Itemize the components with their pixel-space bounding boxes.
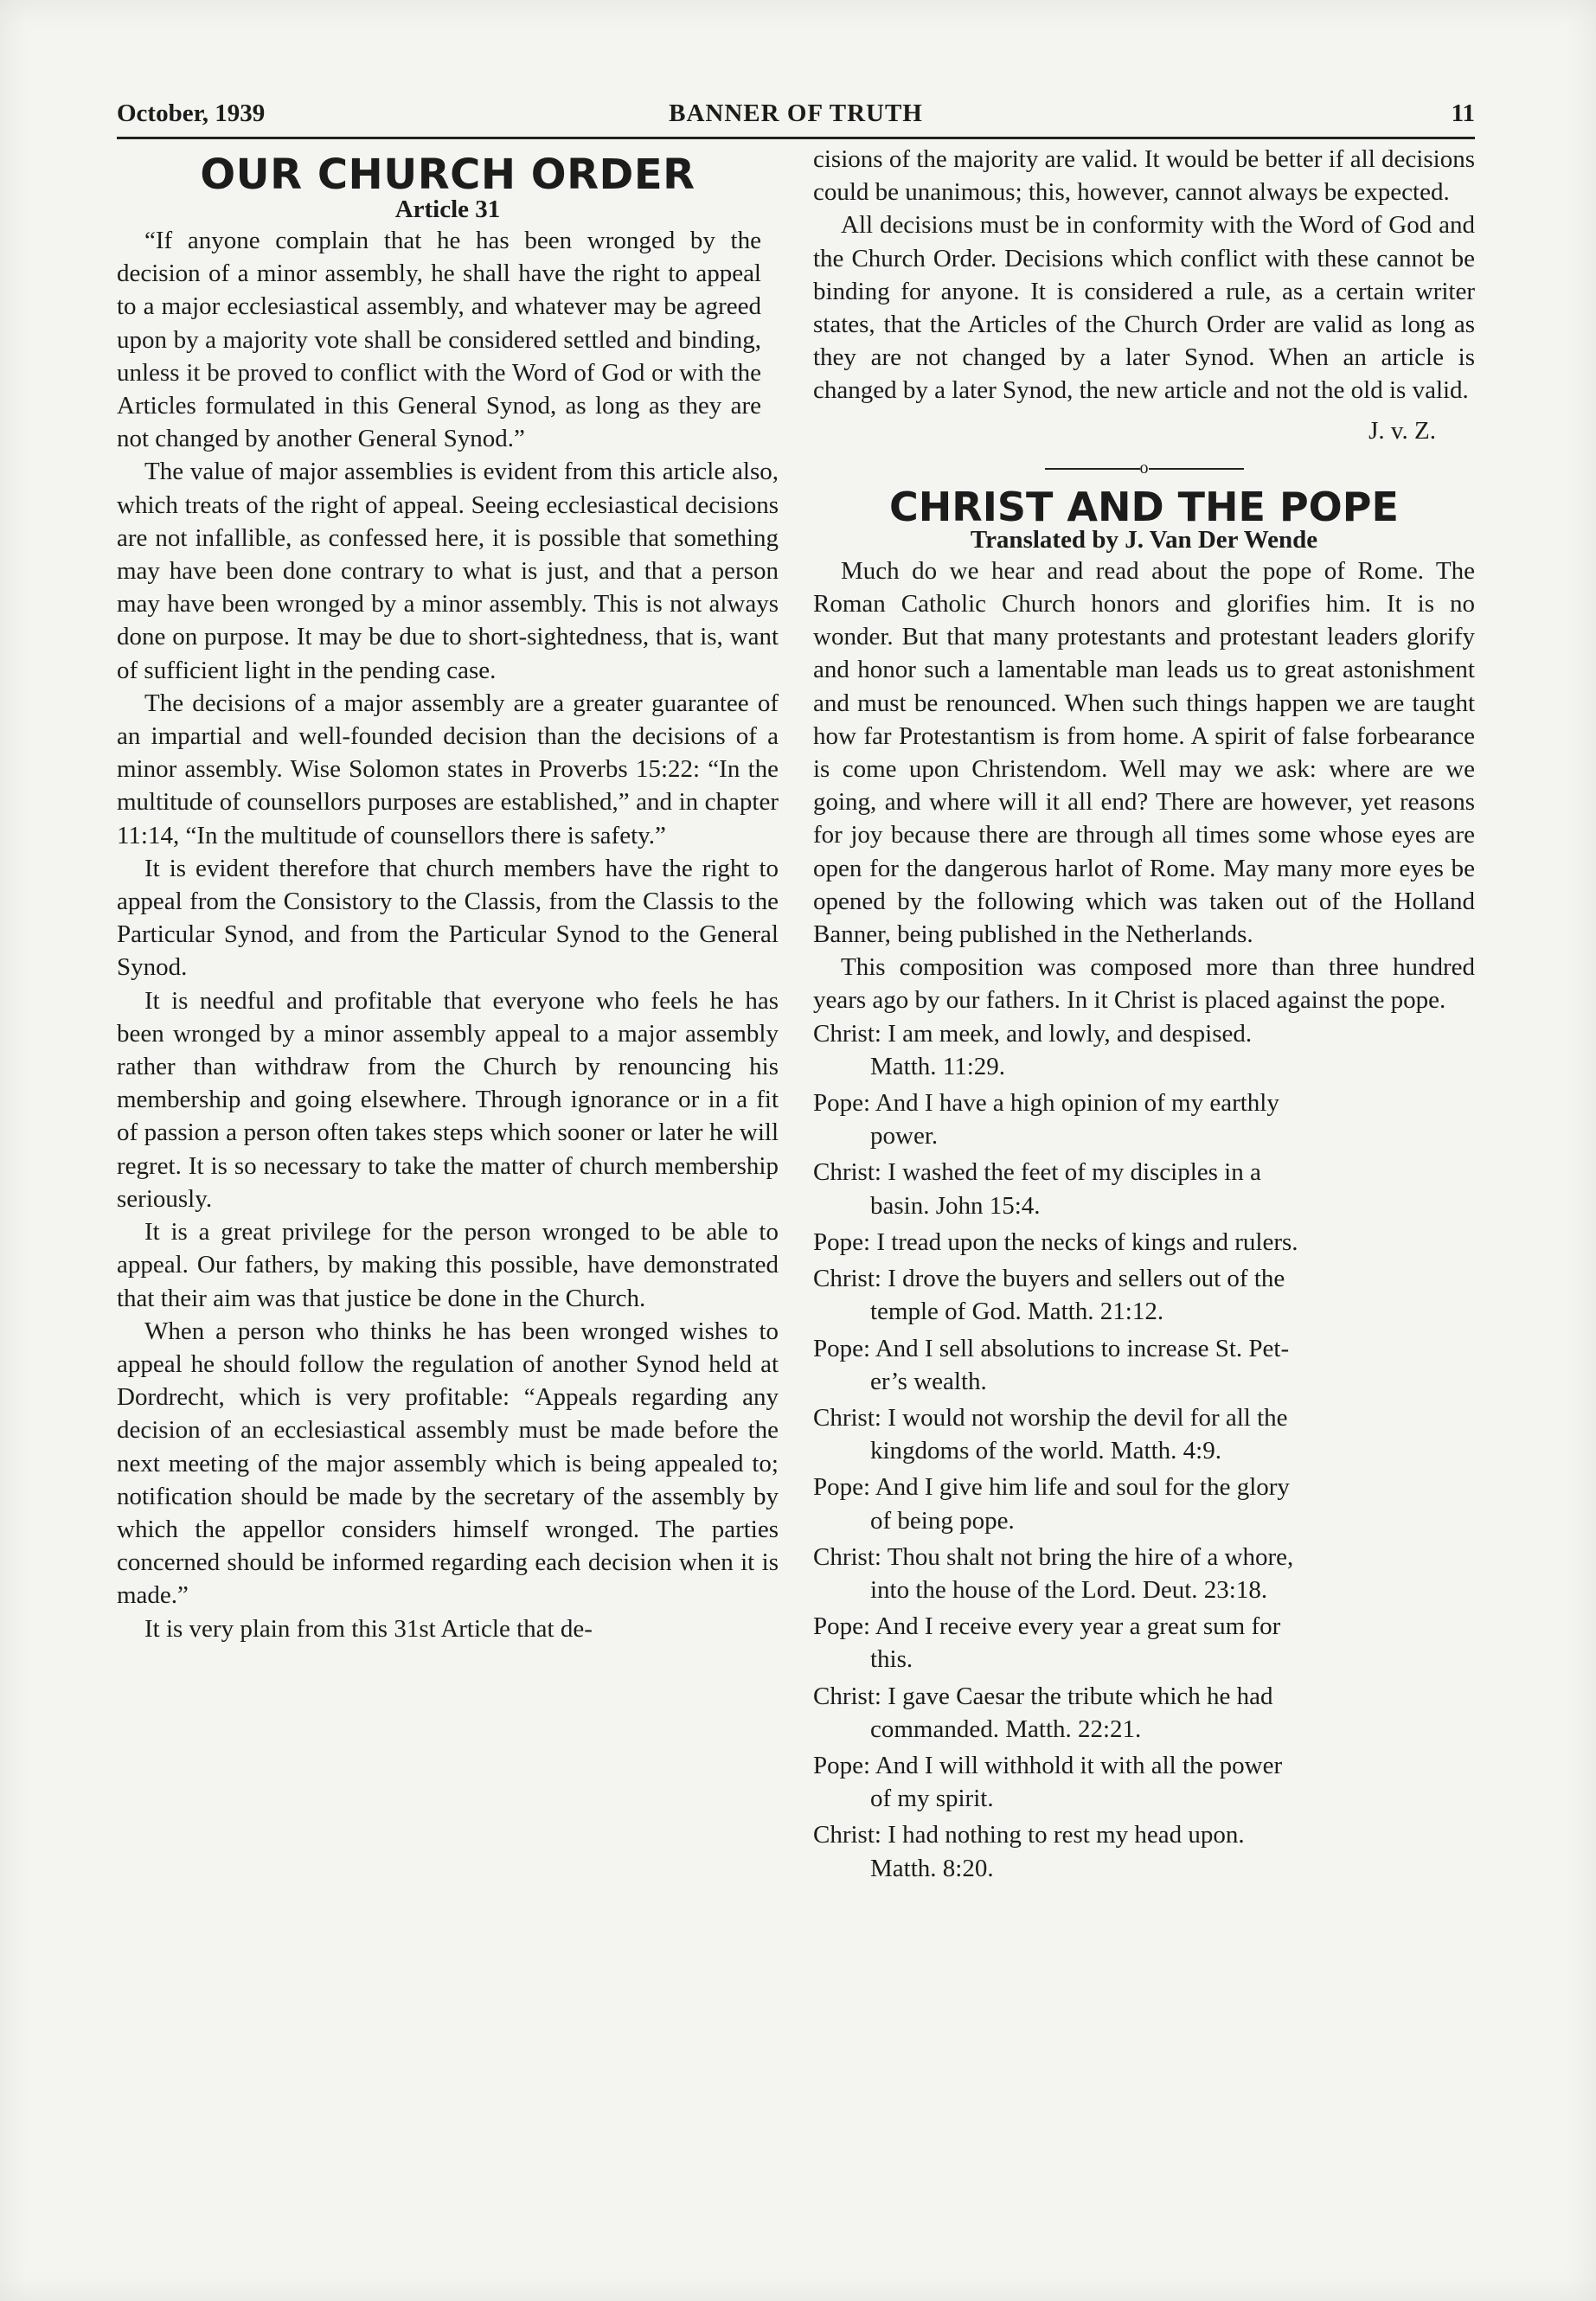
dialogue-line bbox=[813, 1401, 1475, 1467]
paragraph: Much do we hear and read about the pope of Rome. The Roman Catholic Church honors and glorifies him. It is no wonder. But that many protestants and protestant leaders glorify and honor such a lamentable man leads us to great astonishment and must be renounced. When such things happen we are taught how far Protestantism is from home. A spirit of false forbearance is come upon Christendom. Well may we ask: where are we going, and where will it all end? There are however, yet reasons for joy because there are through all times some whose eyes are open for the dangerous harlot of Rome. May many more eyes be opened by the following which was taken out of the Holland Banner, being published in the Netherlands. bbox=[813, 556, 1475, 949]
dialogue-continuation: er’s wealth. bbox=[870, 1367, 987, 1395]
dialogue-continuation: this. bbox=[870, 1645, 913, 1674]
left-column bbox=[117, 143, 779, 1645]
dialogue-line bbox=[813, 1017, 1475, 1083]
dialogue-continuation: kingdoms of the world. Matth. 4:9. bbox=[870, 1437, 1221, 1465]
paragraph: It is needful and profitable that everyone who feels he has been wronged by a minor assembly appeal to a major assembly rather than withdraw from the Church by renouncing his membership and going elsewhere. Through ignorance or in a fit of passion a person often takes steps which sooner or later he will regret. It is so necessary to take the matter of church membership seriously. bbox=[117, 986, 779, 1213]
dialogue-continuation: temple of God. Matth. 21:12. bbox=[870, 1298, 1164, 1326]
article-title-church-order: OUR CHURCH ORDER bbox=[200, 151, 695, 199]
dialogue-line bbox=[813, 1610, 1475, 1676]
speaker: Pope: bbox=[813, 1473, 871, 1502]
speaker: Christ: bbox=[813, 1265, 881, 1293]
article-translator: Translated by J. Van Der Wende bbox=[970, 525, 1318, 554]
speaker: Pope: bbox=[813, 1227, 871, 1256]
dialogue-line bbox=[813, 1471, 1475, 1536]
dialogue-text: And I give him life and soul for the glory bbox=[875, 1473, 1290, 1502]
section-divider bbox=[813, 459, 1475, 477]
dialogue-line bbox=[813, 1680, 1475, 1746]
author-signature: J. v. Z. bbox=[1368, 416, 1436, 445]
paragraph: It is evident therefore that church members have the right to appeal from the Consistory to the Classis, from the Classis to the Particular Synod, and from the Particular Synod to the General Synod. bbox=[117, 854, 779, 982]
dialogue-continuation: of being pope. bbox=[870, 1506, 1015, 1535]
divider-mark: o bbox=[1139, 458, 1149, 478]
dialogue-line bbox=[813, 1818, 1475, 1884]
issue-date: October, 1939 bbox=[117, 99, 266, 127]
article-quote: “If anyone complain that he has been wronged by the decision of a minor assembly, he shall have the right to appeal to a major ecclesiastical assembly, and whatever may be agreed upon by a majority vote shall be considered settled and binding, unless it be proved to conflict with the Word of God or with the Articles formulated in this General Synod, as long as they are not changed by another General Synod.” bbox=[117, 227, 761, 453]
publication-title: BANNER OF TRUTH bbox=[669, 99, 923, 127]
dialogue-continuation: commanded. Matth. 22:21. bbox=[870, 1715, 1142, 1743]
dialogue-text: I would not worship the devil for all the bbox=[888, 1403, 1288, 1432]
dialogue-text: I tread upon the necks of kings and rulers. bbox=[876, 1227, 1298, 1256]
speaker: Pope: bbox=[813, 1089, 871, 1118]
dialogue-text: I had nothing to rest my head upon. bbox=[888, 1821, 1245, 1849]
dialogue-text: I drove the buyers and sellers out of the bbox=[888, 1265, 1285, 1293]
page-number: 11 bbox=[1451, 99, 1475, 127]
dialogue-continuation: Matth. 8:20. bbox=[870, 1854, 994, 1882]
page-header bbox=[117, 99, 1475, 134]
speaker: Pope: bbox=[813, 1751, 871, 1779]
paragraph: This composition was composed more than three hundred years ago by our fathers. In it Christ is placed against the pope. bbox=[813, 953, 1475, 1015]
paragraph-continued: cisions of the majority are valid. It would be better if all decisions could be unanimous; this, however, cannot always be expected. bbox=[813, 145, 1475, 207]
speaker: Christ: bbox=[813, 1682, 881, 1710]
dialogue-line bbox=[813, 1262, 1475, 1328]
dialogue-text: I gave Caesar the tribute which he had bbox=[888, 1682, 1273, 1710]
dialogue-text: And I sell absolutions to increase St. Pet- bbox=[875, 1334, 1290, 1362]
dialogue-text: And I will withhold it with all the power bbox=[875, 1751, 1283, 1779]
divider-line bbox=[1045, 468, 1140, 470]
dialogue-continuation: power. bbox=[870, 1122, 939, 1150]
speaker: Pope: bbox=[813, 1612, 871, 1641]
divider-line bbox=[1149, 468, 1244, 470]
dialogue-continuation: of my spirit. bbox=[870, 1785, 994, 1813]
dialogue-continuation: into the house of the Lord. Deut. 23:18. bbox=[870, 1575, 1268, 1604]
speaker: Christ: bbox=[813, 1403, 881, 1432]
speaker: Pope: bbox=[813, 1334, 871, 1362]
paragraph: The value of major assemblies is evident from this article also, which treats of the right of appeal. Seeing ecclesiastical decisions are not infallible, as confessed here, it is possible that something may have been done contrary to what is just, and that a person may have been wronged by a minor assembly. This is not always done on purpose. It may be due to short-sightedness, that is, want of sufficient light in the pending case. bbox=[117, 458, 779, 684]
speaker: Christ: bbox=[813, 1821, 881, 1849]
dialogue-line bbox=[813, 1156, 1475, 1221]
dialogue-text: Thou shalt not bring the hire of a whore, bbox=[887, 1542, 1294, 1571]
article-subtitle-31: Article 31 bbox=[394, 195, 501, 223]
dialogue-line bbox=[813, 1226, 1475, 1259]
dialogue-line bbox=[813, 1749, 1475, 1815]
right-column bbox=[813, 143, 1475, 1888]
paragraph: It is very plain from this 31st Article that de- bbox=[144, 1614, 593, 1643]
dialogue-continuation: Matth. 11:29. bbox=[870, 1052, 1006, 1080]
speaker: Christ: bbox=[813, 1158, 881, 1187]
dialogue-continuation: basin. John 15:4. bbox=[870, 1191, 1041, 1220]
article-title-christ-and-pope: CHRIST AND THE POPE bbox=[889, 483, 1399, 530]
dialogue-text: And I have a high opinion of my earthly bbox=[875, 1089, 1279, 1118]
dialogue-line bbox=[813, 1332, 1475, 1398]
dialogue-text: I am meek, and lowly, and despised. bbox=[888, 1019, 1253, 1048]
paragraph: The decisions of a major assembly are a greater guarantee of an impartial and well-founded decision than the decisions of a minor assembly. Wise Solomon states in Proverbs 15:22: “In the multitude of counsellors purposes are established,” and in chapter 11:14, “In the multitude of counsellors there is safety.” bbox=[117, 689, 779, 849]
dialogue-line bbox=[813, 1086, 1475, 1152]
dialogue-text: I washed the feet of my disciples in a bbox=[888, 1158, 1261, 1187]
dialogue-line bbox=[813, 1541, 1475, 1606]
dialogue-text: And I receive every year a great sum for bbox=[875, 1612, 1281, 1641]
header-rule bbox=[117, 137, 1475, 139]
paragraph: All decisions must be in conformity with the Word of God and the Church Order. Decisions which conflict with these cannot be binding for anyone. It is considered a rule, as a certain writer states, that the Articles of the Church Order are valid as long as they are not changed by a later Synod. When an article is changed by a later Synod, the new article and not the old is valid. bbox=[813, 211, 1475, 405]
dialogue bbox=[813, 1017, 1475, 1885]
paragraph: It is a great privilege for the person wronged to be able to appeal. Our fathers, by making this possible, have demonstrated that their aim was that justice be done in the Church. bbox=[117, 1218, 779, 1312]
paragraph: When a person who thinks he has been wronged wishes to appeal he should follow the regulation of another Synod held at Dordrecht, which is very profitable: “Appeals regarding any decision of an ecclesiastical assembly must be made before the next meeting of the major assembly which is being appealed to; notification should be made by the secretary of the assembly by which the appellor considers himself wronged. The parties concerned should be informed regarding each decision when it is made.” bbox=[117, 1317, 779, 1610]
speaker: Christ: bbox=[813, 1542, 881, 1571]
speaker: Christ: bbox=[813, 1019, 881, 1048]
